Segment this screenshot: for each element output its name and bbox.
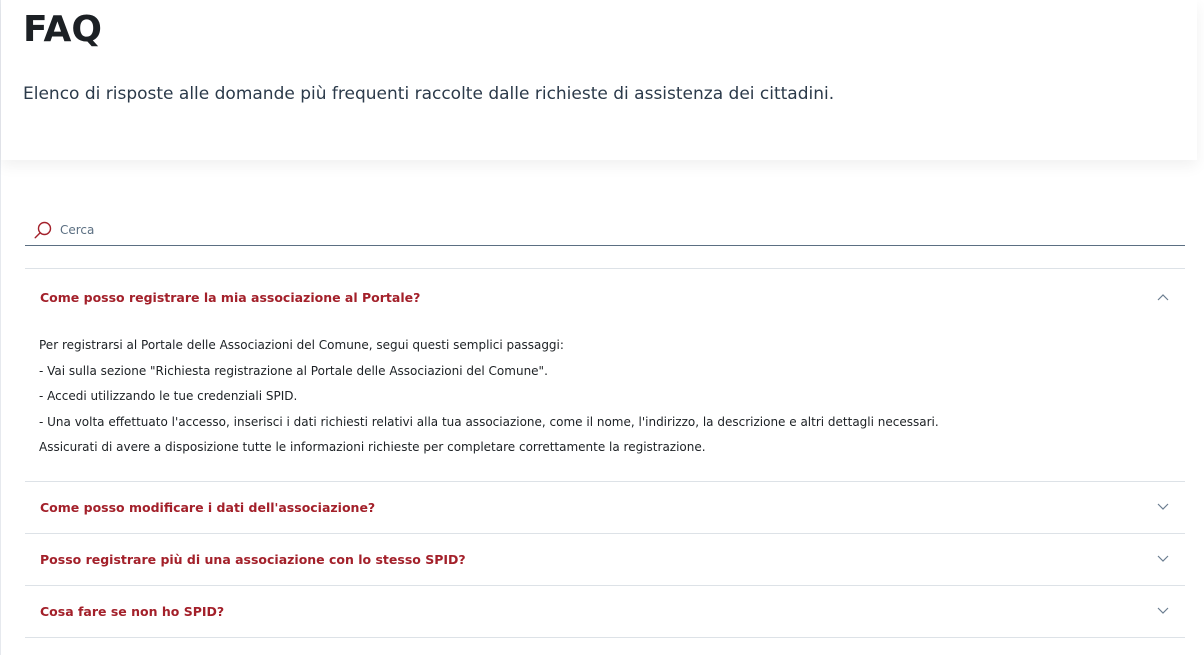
page-subtitle: Elenco di risposte alle domande più frequenti raccolte dalle richieste di assistenza dei cittadini. — [23, 84, 835, 104]
page-header — [1, 0, 1197, 160]
faq-header-piu-associazioni[interactable] — [25, 534, 1185, 585]
faq-answer-line: - Accedi utilizzando le tue credenziali SPID. — [39, 389, 298, 404]
faq-header-modifica[interactable] — [25, 482, 1185, 533]
search-input[interactable] — [60, 218, 1160, 242]
faq-item — [25, 533, 1185, 585]
faq-answer-line: Assicurati di avere a disposizione tutte le informazioni richieste per completare correttamente la registrazione. — [39, 440, 706, 455]
faq-answer-line: Per registrarsi al Portale delle Associazioni del Comune, segui questi semplici passaggi: — [39, 338, 564, 352]
chevron-down-icon[interactable] — [1155, 499, 1171, 515]
faq-header-no-spid[interactable] — [25, 586, 1185, 637]
search-bar — [25, 214, 1185, 246]
faq-answer-line: - Vai sulla sezione "Richiesta registrazione al Portale delle Associazioni del Comune". — [39, 363, 548, 378]
chevron-up-icon[interactable] — [1155, 289, 1171, 305]
faq-accordion — [25, 268, 1185, 638]
faq-answer-line: - Una volta effettuato l'accesso, inserisci i dati richiesti relativi alla tua associazione, come il nome, l'indirizzo, la descrizione e altri dettagli necessari. — [39, 414, 939, 429]
faq-question[interactable]: Come posso registrare la mia associazione al Portale? — [40, 289, 421, 305]
faq-question[interactable]: Posso registrare più di una associazione con lo stesso SPID? — [40, 551, 466, 567]
search-icon[interactable] — [33, 220, 53, 240]
faq-question[interactable]: Cosa fare se non ho SPID? — [40, 603, 225, 619]
faq-item — [25, 481, 1185, 533]
faq-header-registrazione[interactable] — [25, 269, 1185, 325]
faq-question[interactable]: Come posso modificare i dati dell'associazione? — [40, 499, 376, 515]
faq-item — [25, 585, 1185, 638]
chevron-down-icon[interactable] — [1155, 551, 1171, 567]
page-title: FAQ — [23, 9, 102, 50]
chevron-down-icon[interactable] — [1155, 603, 1171, 619]
faq-answer — [25, 325, 1185, 481]
faq-item — [25, 268, 1185, 481]
